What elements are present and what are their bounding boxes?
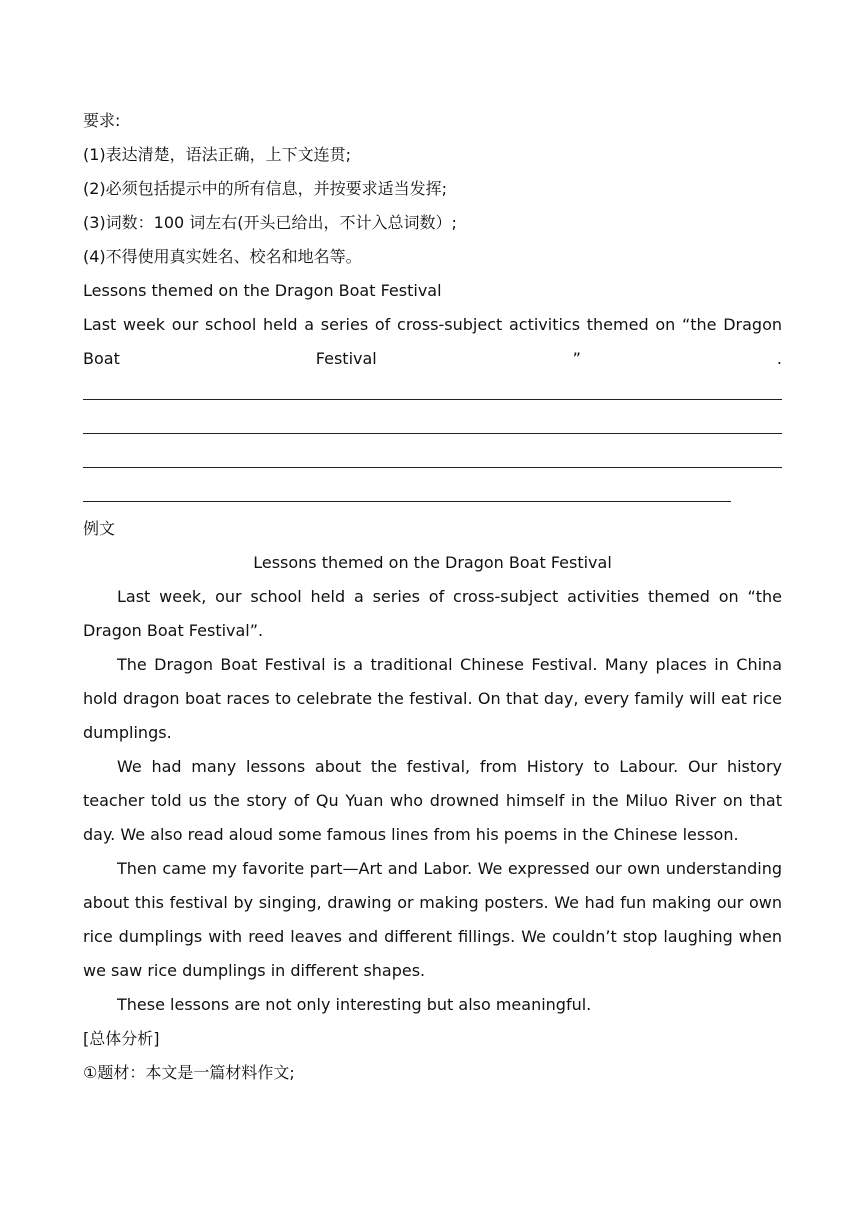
sample-line: day. We also read aloud some famous lines from his poems in the Chinese lesson. xyxy=(83,825,739,844)
writing-blank-line[interactable] xyxy=(83,410,782,444)
writing-blank-line[interactable] xyxy=(83,444,782,478)
analysis-item: ①题材：本文是一篇材料作文; xyxy=(83,1063,295,1082)
sample-line: Dragon Boat Festival”. xyxy=(83,621,264,640)
requirement-item: (1)表达清楚，语法正确，上下文连贯; xyxy=(83,145,352,164)
writing-blank-line[interactable] xyxy=(83,376,782,410)
document-page xyxy=(83,104,782,1090)
analysis-heading: [总体分析] xyxy=(83,1029,160,1048)
requirement-item: (3)词数：100 词左右(开头已给出，不计入总词数）; xyxy=(83,213,457,232)
sample-line: rice dumplings with reed leaves and different fillings. We couldn’t stop laughing when xyxy=(83,927,782,946)
sample-line: These lessons are not only interesting but also meaningful. xyxy=(117,995,592,1014)
prompt-title: Lessons themed on the Dragon Boat Festival xyxy=(83,281,442,300)
sample-line: we saw rice dumplings in different shapes. xyxy=(83,961,426,980)
requirements-heading: 要求: xyxy=(83,111,121,130)
writing-blank-line[interactable] xyxy=(83,478,782,512)
sample-label: 例文 xyxy=(83,519,116,538)
sample-line: The Dragon Boat Festival is a traditional Chinese Festival. Many places in China xyxy=(117,655,782,674)
sample-line: teacher told us the story of Qu Yuan who drowned himself in the Miluo River on that xyxy=(83,791,782,810)
sample-line: Then came my favorite part—Art and Labor. We expressed our own understanding xyxy=(117,859,782,878)
requirement-item: (4)不得使用真实姓名、校名和地名等。 xyxy=(83,247,362,266)
sample-title: Lessons themed on the Dragon Boat Festival xyxy=(253,553,612,572)
sample-line: dumplings. xyxy=(83,723,172,742)
prompt-opening-line: Last week our school held a series of cross-subject activitics themed on “the Dragon xyxy=(83,315,782,334)
sample-line: hold dragon boat races to celebrate the festival. On that day, every family will eat rice xyxy=(83,689,782,708)
requirement-item: (2)必须包括提示中的所有信息，并按要求适当发挥; xyxy=(83,179,448,198)
sample-line: about this festival by singing, drawing or making posters. We had fun making our own xyxy=(83,893,782,912)
sample-line: Last week, our school held a series of cross-subject activities themed on “the xyxy=(117,587,782,606)
sample-line: We had many lessons about the festival, from History to Labour. Our history xyxy=(117,757,782,776)
prompt-opening-line: Boat Festival ” . xyxy=(83,349,782,368)
